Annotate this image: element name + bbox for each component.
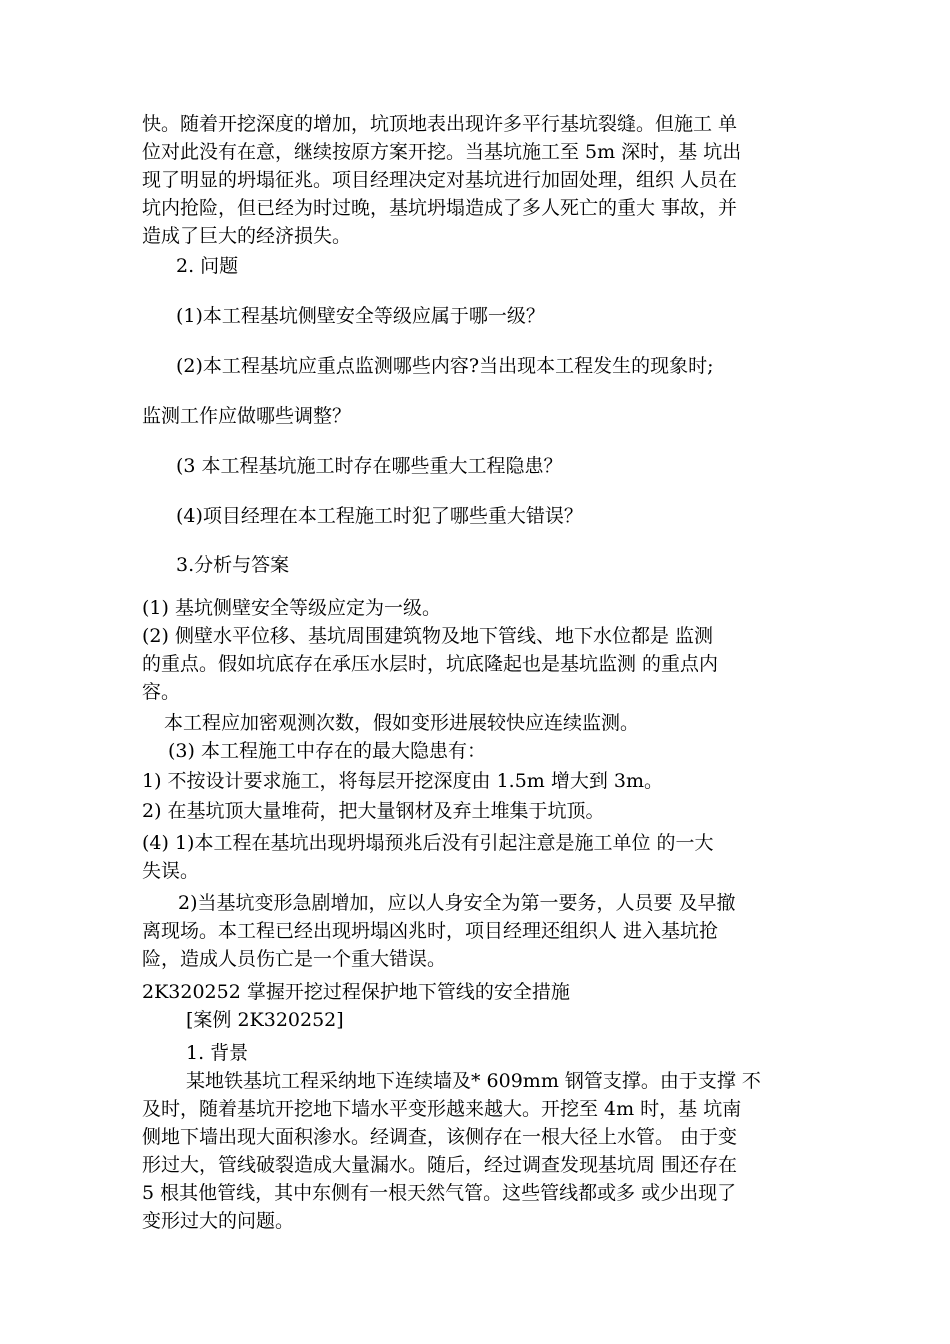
answer-item: (4) 1)本工程在基坑出现坍塌预兆后没有引起注意是施工单位 的一大 [142, 832, 714, 854]
text-line: 坑内抢险，但已经为时过晚，基坑坍塌造成了多人死亡的重大 事故，并 [142, 197, 738, 219]
question-item: (2)本工程基坑应重点监测哪些内容?当出现本工程发生的现象时; [176, 355, 714, 377]
text-line: 变形过大的问题。 [142, 1210, 295, 1232]
text-line: 失误。 [142, 860, 200, 882]
text-line: 的重点。假如坑底存在承压水层时，坑底隆起也是基坑监测 的重点内 [142, 653, 719, 675]
text-line: 2)当基坑变形急剧增加，应以人身安全为第一要务，人员要 及早撤 [178, 892, 736, 914]
text-line: 本工程应加密观测次数，假如变形进展较快应连续监测。 [164, 712, 640, 734]
text-line: 及时，随着基坑开挖地下墙水平变形越来越大。开挖至 4m 时，基 坑南 [142, 1098, 742, 1120]
text-line: 容。 [142, 681, 181, 703]
text-line: 某地铁基坑工程采纳地下连续墙及* 609mm 钢管支撑。由于支撑 不 [186, 1070, 761, 1092]
case-label: [案例 2K320252] [186, 1009, 344, 1031]
answer-item: (2) 侧壁水平位移、基坑周围建筑物及地下管线、地下水位都是 监测 [142, 625, 713, 647]
question-item: (4)项目经理在本工程施工时犯了哪些重大错误？ [176, 505, 583, 527]
section-title: 2K320252 掌握开挖过程保护地下管线的安全措施 [142, 981, 570, 1003]
section-heading: 1. 背景 [186, 1042, 249, 1064]
answer-item: (3) 本工程施工中存在的最大隐患有： [168, 740, 486, 762]
list-item: 1) 不按设计要求施工，将每层开挖深度由 1.5m 增大到 3m。 [142, 770, 663, 792]
text-line: 离现场。本工程已经出现坍塌凶兆时，项目经理还组织人 进入基坑抢 [142, 920, 719, 942]
text-line: 现了明显的坍塌征兆。项目经理决定对基坑进行加固处理，组织 人员在 [142, 169, 738, 191]
text-line: 位对此没有在意，继续按原方案开挖。当基坑施工至 5m 深时，基 坑出 [142, 141, 742, 163]
text-line: 形过大，管线破裂造成大量漏水。随后，经过调查发现基坑周 围还存在 [142, 1154, 738, 1176]
section-heading: 3.分析与答案 [176, 554, 290, 576]
question-item: (1)本工程基坑侧壁安全等级应属于哪一级？ [176, 305, 545, 327]
section-heading: 2. 问题 [176, 255, 239, 277]
list-item: 2) 在基坑顶大量堆荷，把大量钢材及弃土堆集于坑顶。 [142, 800, 605, 822]
text-line: 5 根其他管线，其中东侧有一根天然气管。这些管线都或多 或少出现了 [142, 1182, 737, 1204]
answer-item: (1) 基坑侧壁安全等级应定为一级。 [142, 597, 441, 619]
text-line: 造成了巨大的经济损失。 [142, 225, 352, 247]
text-line: 险，造成人员伤亡是一个重大错误。 [142, 948, 447, 970]
text-line: 监测工作应做哪些调整？ [142, 405, 352, 427]
text-line: 快。随着开挖深度的增加，坑顶地表出现许多平行基坑裂缝。但施工 单 [142, 113, 738, 135]
text-line: 侧地下墙出现大面积渗水。经调查，该侧存在一根大径上水管。 由于变 [142, 1126, 738, 1148]
question-item: (3 本工程基坑施工时存在哪些重大工程隐患？ [176, 455, 563, 477]
